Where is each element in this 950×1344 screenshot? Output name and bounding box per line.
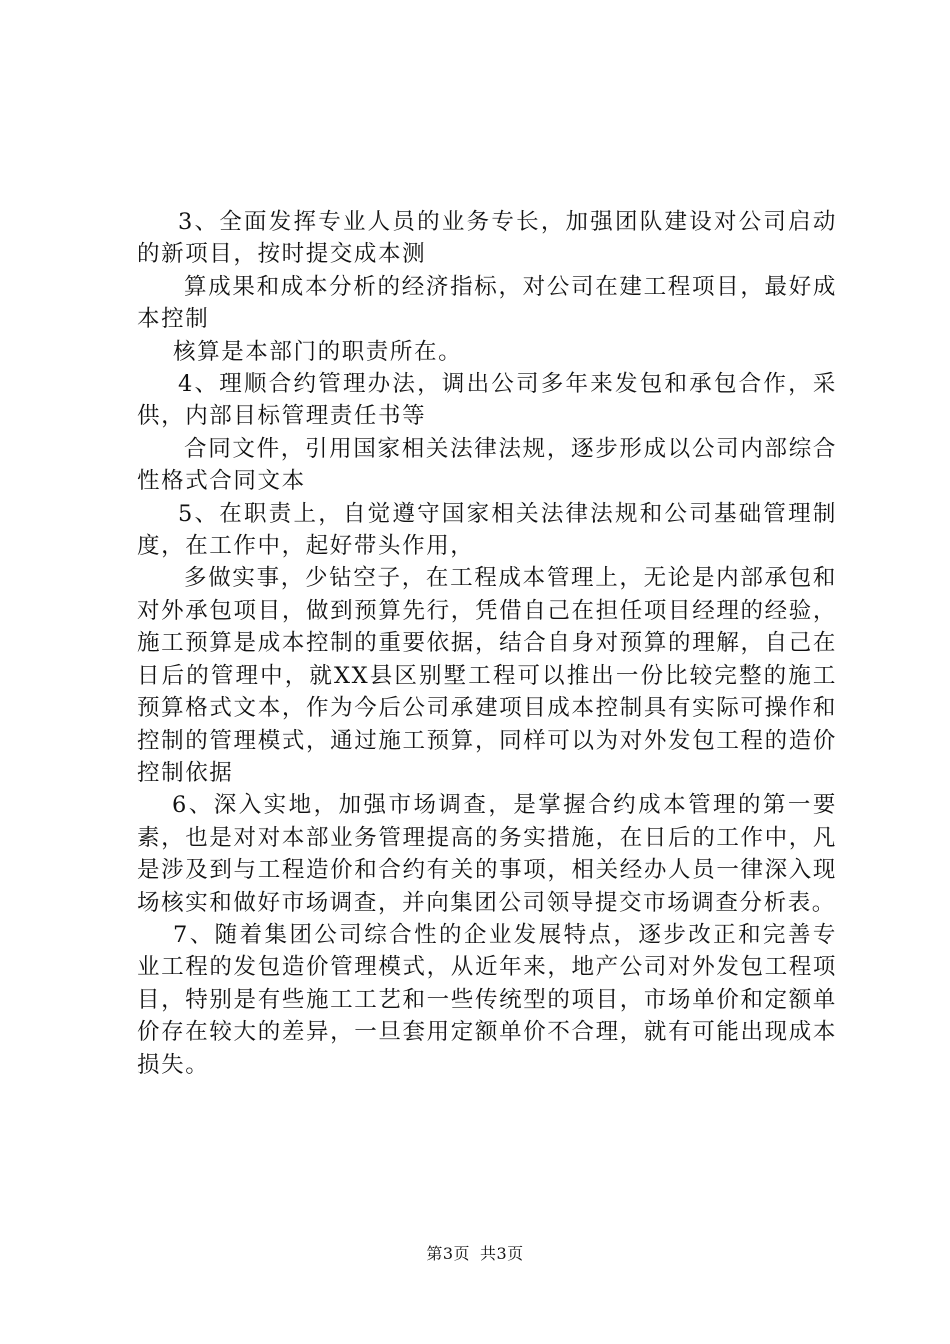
paragraph-item-3-end: 核算是本部门的职责所在。 <box>173 338 463 365</box>
paragraph-item-4-cont: 合同文件，引用国家相关法律法规，逐步形成以公司内部综合性格式合同文本 <box>137 435 837 495</box>
paragraph-item-4: 4、理顺合约管理办法，调出公司多年来发包和承包合作，采供，内部目标管理责任书等 <box>137 371 837 430</box>
page-footer <box>0 1244 950 1264</box>
paragraph-item-3: 3、全面发挥专业人员的业务专长，加强团队建设对公司启动的新项目，按时提交成本测 <box>137 209 837 268</box>
paragraph-item-5: 5、在职责上，自觉遵守国家相关法律法规和公司基础管理制度，在工作中，起好带头作用， <box>137 500 837 560</box>
paragraph-item-7: 7、随着集团公司综合性的企业发展特点，逐步改正和完善专业工程的发包造价管理模式，从近年来，地产公司对外发包工程项目，特别是有些施工工艺和一些传统型的项目，市场单价和定额单价存在较大的差异，一旦套用定额单价不合理，就有可能出现成本损失。 <box>137 921 837 1078</box>
paragraph-item-3-cont: 算成果和成本分析的经济指标，对公司在建工程项目，最好成本控制 <box>137 273 837 333</box>
page-total: 共3页 <box>480 1244 524 1263</box>
page-number: 第3页 <box>426 1244 470 1263</box>
paragraph-item-6: 6、深入实地，加强市场调查，是掌握合约成本管理的第一要素，也是对对本部业务管理提高的务实措施，在日后的工作中，凡是涉及到与工程造价和合约有关的事项，相关经办人员一律深入现场核实和做好市场调查，并向集团公司领导提交市场调查分析表。 <box>137 792 837 916</box>
paragraph-item-5-cont: 多做实事，少钻空子，在工程成本管理上，无论是内部承包和对外承包项目，做到预算先行，凭借自己在担任项目经理的经验，施工预算是成本控制的重要依据，结合自身对预算的理解，自己在日后的管理中，就XX县区别墅工程可以推出一份比较完整的施工预算格式文本，作为今后公司承建项目成本控制具有实际可操作和控制的管理模式，通过施工预算，同样可以为对外发包工程的造价控制依据 <box>137 565 837 786</box>
document-body <box>137 206 837 1081</box>
